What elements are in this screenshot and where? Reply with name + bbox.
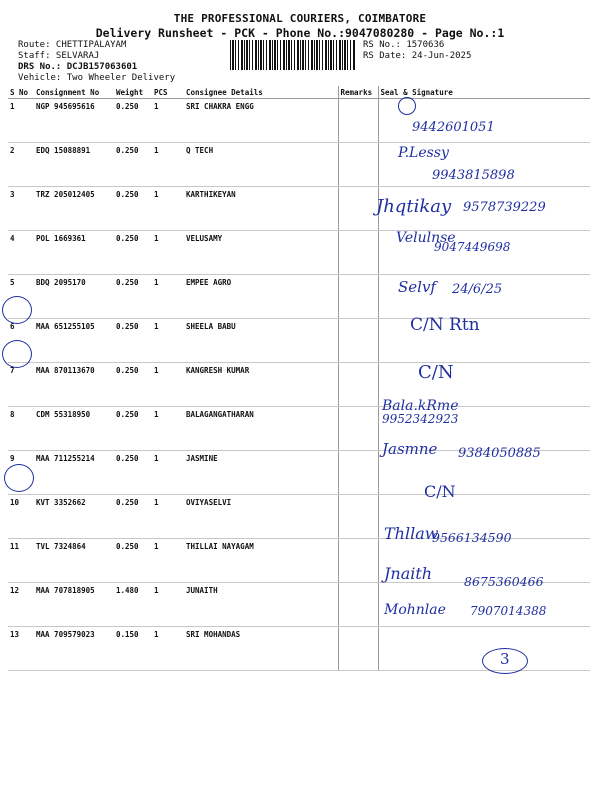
header-remarks: Remarks [338,86,378,99]
cell-remarks [338,363,378,407]
cell-sno: 8 [8,407,34,451]
note-7: C/N [418,362,454,383]
cell-remarks [338,495,378,539]
cell-remarks [338,627,378,671]
cell-consignment-no: MAA 709579023 [34,627,114,671]
signature-8-phone: 9952342923 [382,412,459,426]
cell-consignee: OVIYASELVI [184,495,338,539]
signature-3-phone: 9578739229 [463,200,546,215]
cell-weight: 0.250 [114,407,152,451]
table-row [8,363,590,407]
cell-sno: 12 [8,583,34,627]
signature-5-scrawl: Selvf [398,278,436,296]
cell-weight: 0.250 [114,319,152,363]
signature-12-scrawl: Jnaith [384,564,433,583]
circle-mark-10 [4,464,34,492]
cell-pcs: 1 [152,143,184,187]
cell-pcs: 1 [152,99,184,143]
cell-consignee: SRI MOHANDAS [184,627,338,671]
cell-consignment-no: MAA 651255105 [34,319,114,363]
cell-pcs: 1 [152,627,184,671]
header-consignment: Consignment No [34,86,114,99]
cell-weight: 0.250 [114,143,152,187]
staff-label: Staff: SELVARAJ [18,51,100,61]
vehicle-label: Vehicle: Two Wheeler Delivery [18,73,176,83]
signature-3-scrawl: Jhqtikay [376,196,452,217]
cell-weight: 0.250 [114,539,152,583]
cell-weight: 0.250 [114,451,152,495]
cell-consignment-no: MAA 707818905 [34,583,114,627]
cell-sno: 3 [8,187,34,231]
cell-consignee: Q TECH [184,143,338,187]
rs-date: RS Date: 24-Jun-2025 [363,51,472,61]
cell-consignee: KARTHIKEYAN [184,187,338,231]
cell-pcs: 1 [152,495,184,539]
cell-remarks [338,275,378,319]
cell-remarks [338,99,378,143]
signature-2-phone: 9943815898 [432,168,515,183]
header-pcs: PCS [152,86,184,99]
cell-consignment-no: EDQ 15088891 [34,143,114,187]
drs-number: DRS No.: DCJB157063601 [18,62,138,72]
cell-remarks [338,583,378,627]
signature-9-scrawl: Jasmne [382,440,438,458]
cell-sno: 2 [8,143,34,187]
cell-consignment-no: NGP 945695616 [34,99,114,143]
note-6: C/N Rtn [410,315,480,335]
signature-13-phone: 7907014388 [470,604,547,618]
cell-pcs: 1 [152,539,184,583]
runsheet-subtitle: Delivery Runsheet - PCK - Phone No.:9047080280 - Page No.:1 [95,26,505,40]
cell-pcs: 1 [152,187,184,231]
cell-consignee: SHEELA BABU [184,319,338,363]
stamp-scribble [398,97,416,115]
circle-mark-7 [2,340,32,368]
signature-9-phone: 9384050885 [458,446,541,461]
cell-remarks [338,407,378,451]
cell-consignment-no: MAA 870113670 [34,363,114,407]
cell-consignment-no: TRZ 205012405 [34,187,114,231]
cell-sno: 6 [8,319,34,363]
header-signature: Seal & Signature [378,86,590,99]
cell-consignee: VELUSAMY [184,231,338,275]
header-sno: S No [8,86,34,99]
signature-5-date: 24/6/25 [452,282,503,297]
cell-pcs: 1 [152,231,184,275]
cell-sno: 5 [8,275,34,319]
cell-consignee: EMPEE AGRO [184,275,338,319]
circle-mark-6 [2,296,32,324]
cell-pcs: 1 [152,407,184,451]
cell-remarks [338,231,378,275]
table-row [8,275,590,319]
cell-consignee: BALAGANGATHARAN [184,407,338,451]
signature-8-scrawl: Bala.kRme [382,398,459,414]
cell-consignee: THILLAI NAYAGAM [184,539,338,583]
cell-consignment-no: POL 1669361 [34,231,114,275]
cell-consignee: JUNAITH [184,583,338,627]
cell-consignment-no: CDM 55318950 [34,407,114,451]
cell-sno: 11 [8,539,34,583]
header-consignee: Consignee Details [184,86,338,99]
cell-remarks [338,187,378,231]
cell-pcs: 1 [152,583,184,627]
page-count-mark: 3 [500,650,510,668]
cell-sno: 4 [8,231,34,275]
cell-consignment-no: BDQ 2095170 [34,275,114,319]
cell-remarks [338,451,378,495]
cell-weight: 0.250 [114,99,152,143]
cell-consignee: SRI CHAKRA ENGG [184,99,338,143]
cell-weight: 0.250 [114,231,152,275]
table-row [8,99,590,143]
cell-pcs: 1 [152,363,184,407]
cell-sno: 1 [8,99,34,143]
signature-1: 9442601051 [412,120,495,135]
company-title: THE PROFESSIONAL COURIERS, COIMBATORE [173,12,427,25]
cell-weight: 0.250 [114,495,152,539]
signature-11-phone: 9566134590 [432,530,512,545]
cell-weight: 0.250 [114,363,152,407]
cell-sno: 13 [8,627,34,671]
cell-weight: 0.250 [114,275,152,319]
rs-number: RS No.: 1570636 [363,40,445,50]
signature-4-phone: 9047449698 [434,240,511,254]
signature-13-scrawl: Mohnlae [384,602,446,618]
cell-pcs: 1 [152,451,184,495]
cell-remarks [338,539,378,583]
table-row [8,319,590,363]
cell-weight: 1.480 [114,583,152,627]
note-10: C/N [424,482,456,501]
cell-consignee: KANGRESH KUMAR [184,363,338,407]
cell-pcs: 1 [152,275,184,319]
cell-sno: 7 [8,363,34,407]
cell-consignment-no: KVT 3352662 [34,495,114,539]
route-label: Route: CHETTIPALAYAM [18,40,127,50]
cell-pcs: 1 [152,319,184,363]
table-header [8,86,590,99]
barcode [230,40,355,70]
signature-11-scrawl: Thllaw [384,524,439,543]
cell-consignment-no: MAA 711255214 [34,451,114,495]
cell-remarks [338,143,378,187]
cell-sno: 10 [8,495,34,539]
cell-sno: 9 [8,451,34,495]
cell-consignment-no: TVL 7324864 [34,539,114,583]
cell-remarks [338,319,378,363]
signature-4-scrawl: Velulnse [396,230,456,246]
table-row [8,407,590,451]
cell-weight: 0.250 [114,187,152,231]
cell-weight: 0.150 [114,627,152,671]
signature-2-name: P.Lessy [398,145,449,161]
cell-consignee: JASMINE [184,451,338,495]
signature-12-phone: 8675360466 [464,574,544,589]
header-weight: Weight [114,86,152,99]
